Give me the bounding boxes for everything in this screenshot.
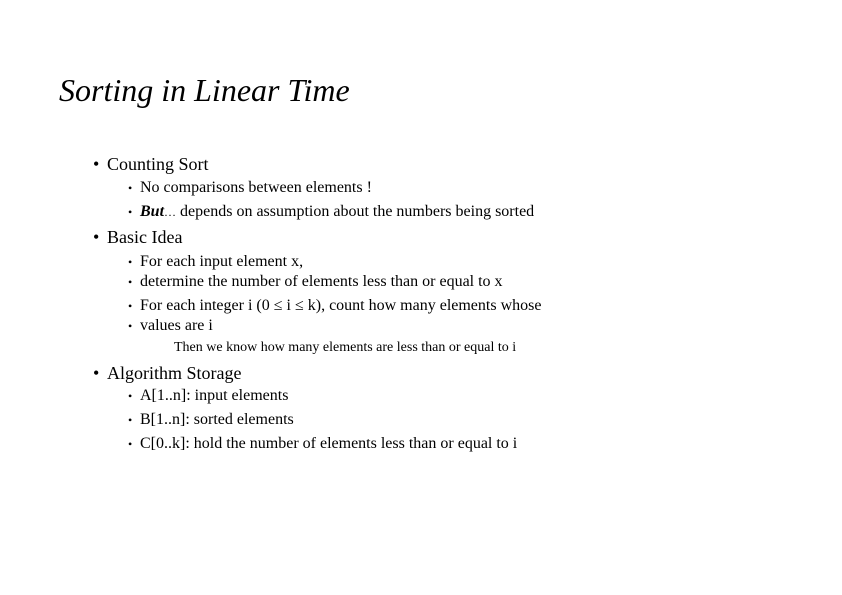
section-counting-sort bbox=[93, 154, 209, 174]
bullet-icon: • bbox=[128, 319, 133, 333]
bullet-icon: • bbox=[128, 389, 133, 403]
bullet-icon: • bbox=[128, 205, 133, 219]
bullet-icon: • bbox=[128, 413, 133, 427]
bullet-icon: • bbox=[128, 255, 133, 269]
list-item-text: No comparisons between elements ! bbox=[140, 179, 372, 196]
slide-title: Sorting in Linear Time bbox=[59, 72, 350, 108]
list-item-text: C[0..k]: hold the number of elements less than or equal to i bbox=[140, 435, 518, 452]
bullet-icon: • bbox=[93, 363, 100, 383]
emphasis-text: But bbox=[140, 203, 165, 220]
list-item bbox=[128, 297, 541, 315]
section-algorithm-storage bbox=[93, 363, 241, 383]
list-item-text: For each input element x, bbox=[140, 253, 304, 270]
list-item-text: values are i bbox=[140, 317, 213, 334]
list-item-text: determine the number of elements less than or equal to x bbox=[140, 273, 503, 290]
bullet-icon: • bbox=[128, 437, 133, 451]
note-text: Then we know how many elements are less than or equal to i bbox=[174, 340, 517, 355]
list-item-text: A[1..n]: input elements bbox=[140, 387, 289, 404]
list-item bbox=[128, 387, 288, 405]
list-item bbox=[128, 203, 534, 221]
list-item-text: B[1..n]: sorted elements bbox=[140, 411, 294, 428]
ellipsis-text: … bbox=[164, 205, 177, 219]
section-heading: Basic Idea bbox=[107, 227, 183, 247]
list-item bbox=[128, 273, 503, 291]
list-item bbox=[128, 317, 213, 335]
bullet-icon: • bbox=[128, 181, 133, 195]
list-item bbox=[128, 253, 303, 271]
list-item bbox=[128, 179, 372, 197]
bullet-icon: • bbox=[128, 299, 133, 313]
section-basic-idea bbox=[93, 227, 182, 247]
section-heading: Counting Sort bbox=[107, 154, 209, 174]
list-item bbox=[128, 411, 294, 429]
list-item-text: For each integer i (0 ≤ i ≤ k), count how many elements whose bbox=[140, 297, 542, 314]
bullet-icon: • bbox=[128, 275, 133, 289]
list-item bbox=[128, 435, 517, 453]
list-item-text: depends on assumption about the numbers being sorted bbox=[176, 203, 535, 220]
section-heading: Algorithm Storage bbox=[107, 363, 242, 383]
bullet-icon: • bbox=[93, 227, 100, 247]
bullet-icon: • bbox=[93, 154, 100, 174]
